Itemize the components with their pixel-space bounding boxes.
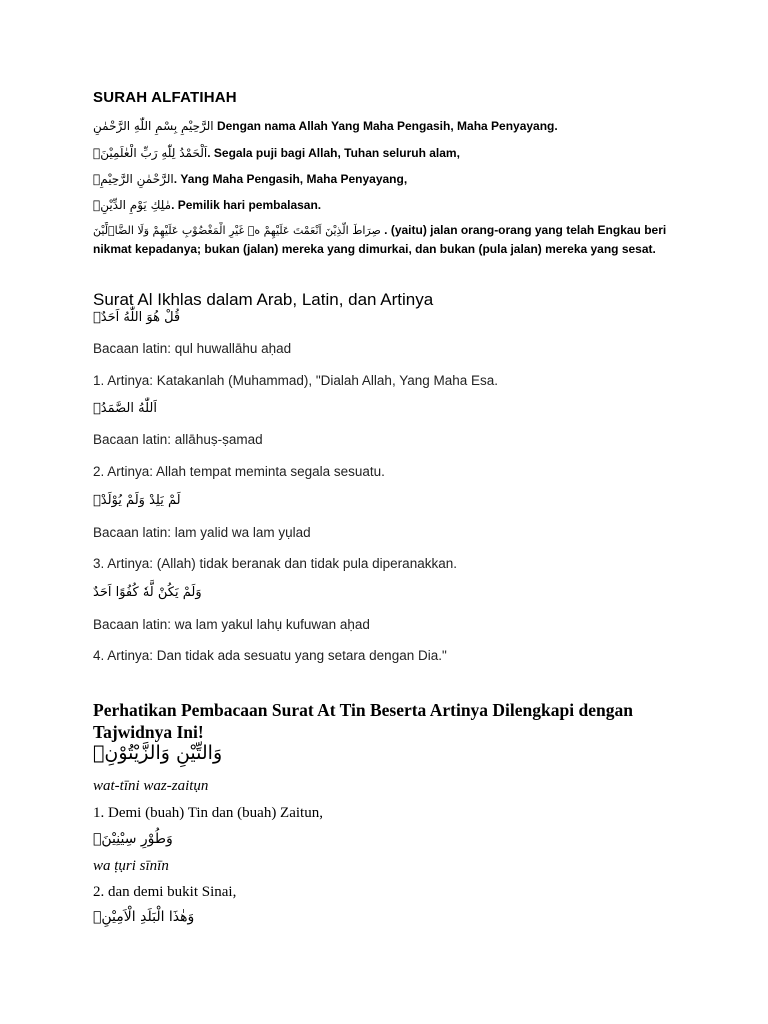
fatihah-verse-3-arabic: الرَّحْمٰنِ الرَّحِيْمِۙ: [93, 172, 174, 186]
ikhlas-verse-1-latin: Bacaan latin: qul huwallāhu aḥad: [93, 341, 292, 356]
fatihah-verse-2: [93, 145, 693, 161]
fatihah-verse-1: [93, 118, 693, 134]
attin-verse-2-meaning: 2. dan demi bukit Sinai,: [93, 884, 237, 900]
fatihah-verse-7-continuation: nikmat kepadanya; bukan (jalan) mereka yang dimurkai, dan bukan (pula jalan) mereka yang sesat.: [93, 242, 656, 256]
attin-title: Perhatikan Pembacaan Surat At Tin Beserta Artinya Dilengkapi dengan Tajwidnya Ini!: [93, 700, 633, 742]
fatihah-verse-4-arabic: مٰلِكِ يَوْمِ الدِّيْنِۗ: [93, 198, 172, 212]
attin-verse-3-arabic: وَهٰذَا الْبَلَدِ الْاَمِيْنِۙ: [93, 909, 195, 925]
attin-verse-1-meaning: 1. Demi (buah) Tin dan (buah) Zaitun,: [93, 805, 323, 821]
ikhlas-verse-4-meaning: 4. Artinya: Dan tidak ada sesuatu yang setara dengan Dia.": [93, 648, 447, 663]
fatihah-title: SURAH ALFATIHAH: [93, 89, 237, 106]
ikhlas-verse-3-arabic: لَمْ يَلِدْ وَلَمْ يُوْلَدْۙ: [93, 493, 181, 508]
ikhlas-title: Surat Al Ikhlas dalam Arab, Latin, dan Artinya: [93, 290, 434, 309]
ikhlas-verse-4-arabic: وَلَمْ يَكُنْ لَّهٗ كُفُوًا اَحَدٌ: [93, 585, 202, 600]
attin-verse-1-arabic: وَالتِّيْنِ وَالزَّيْتُوْنِۙ: [93, 742, 223, 764]
attin-verse-2-latin: wa ṭụri sīnīn: [93, 858, 169, 874]
fatihah-verse-1-arabic: الرَّحِيْمِ بِسْمِ اللّٰهِ الرَّحْمٰنِ: [93, 119, 214, 133]
fatihah-verse-1-text: Dengan nama Allah Yang Maha Pengasih, Maha Penyayang.: [216, 119, 558, 133]
fatihah-verse-7-arabic: صِرَاطَ الَّذِيْنَ اَنْعَمْتَ عَلَيْهِمْ ەۙ غَيْرِ الْمَغْضُوْبِ عَلَيْهِمْ وَلَا الضَّاۤلِّيْنَ: [93, 224, 381, 237]
fatihah-verse-4-text: . Pemilik hari pembalasan.: [171, 198, 322, 212]
ikhlas-verse-1-meaning: 1. Artinya: Katakanlah (Muhammad), "Dialah Allah, Yang Maha Esa.: [93, 373, 499, 388]
attin-verse-2-arabic: وَطُوْرِ سِيْنِيْنَۙ: [93, 831, 173, 847]
fatihah-verse-2-arabic: اَلْحَمْدُ لِلّٰهِ رَبِّ الْعٰلَمِيْنَۙ: [93, 146, 208, 160]
ikhlas-verse-2-latin: Bacaan latin: allāhuṣ-ṣamad: [93, 432, 263, 447]
fatihah-verse-7-text: . (yaitu) jalan orang-orang yang telah Engkau beri: [384, 223, 667, 237]
fatihah-verse-4: [93, 197, 693, 213]
ikhlas-verse-1-arabic: قُلْ هُوَ اللّٰهُ اَحَدٌۚ: [93, 310, 181, 325]
fatihah-verse-7: [93, 222, 673, 239]
attin-verse-1-latin: wat-tīni waz-zaitụn: [93, 778, 209, 794]
ikhlas-verse-3-latin: Bacaan latin: lam yalid wa lam yụlad: [93, 525, 311, 540]
ikhlas-verse-4-latin: Bacaan latin: wa lam yakul lahụ kufuwan aḥad: [93, 617, 370, 632]
ikhlas-verse-3-meaning: 3. Artinya: (Allah) tidak beranak dan tidak pula diperanakkan.: [93, 556, 457, 571]
fatihah-verse-3-text: . Yang Maha Pengasih, Maha Penyayang,: [173, 172, 408, 186]
fatihah-verse-2-text: . Segala puji bagi Allah, Tuhan seluruh alam,: [207, 146, 460, 160]
ikhlas-verse-2-arabic: اَللّٰهُ الصَّمَدُۚ: [93, 401, 157, 416]
fatihah-verse-3: [93, 171, 693, 187]
ikhlas-verse-2-meaning: 2. Artinya: Allah tempat meminta segala sesuatu.: [93, 464, 385, 479]
